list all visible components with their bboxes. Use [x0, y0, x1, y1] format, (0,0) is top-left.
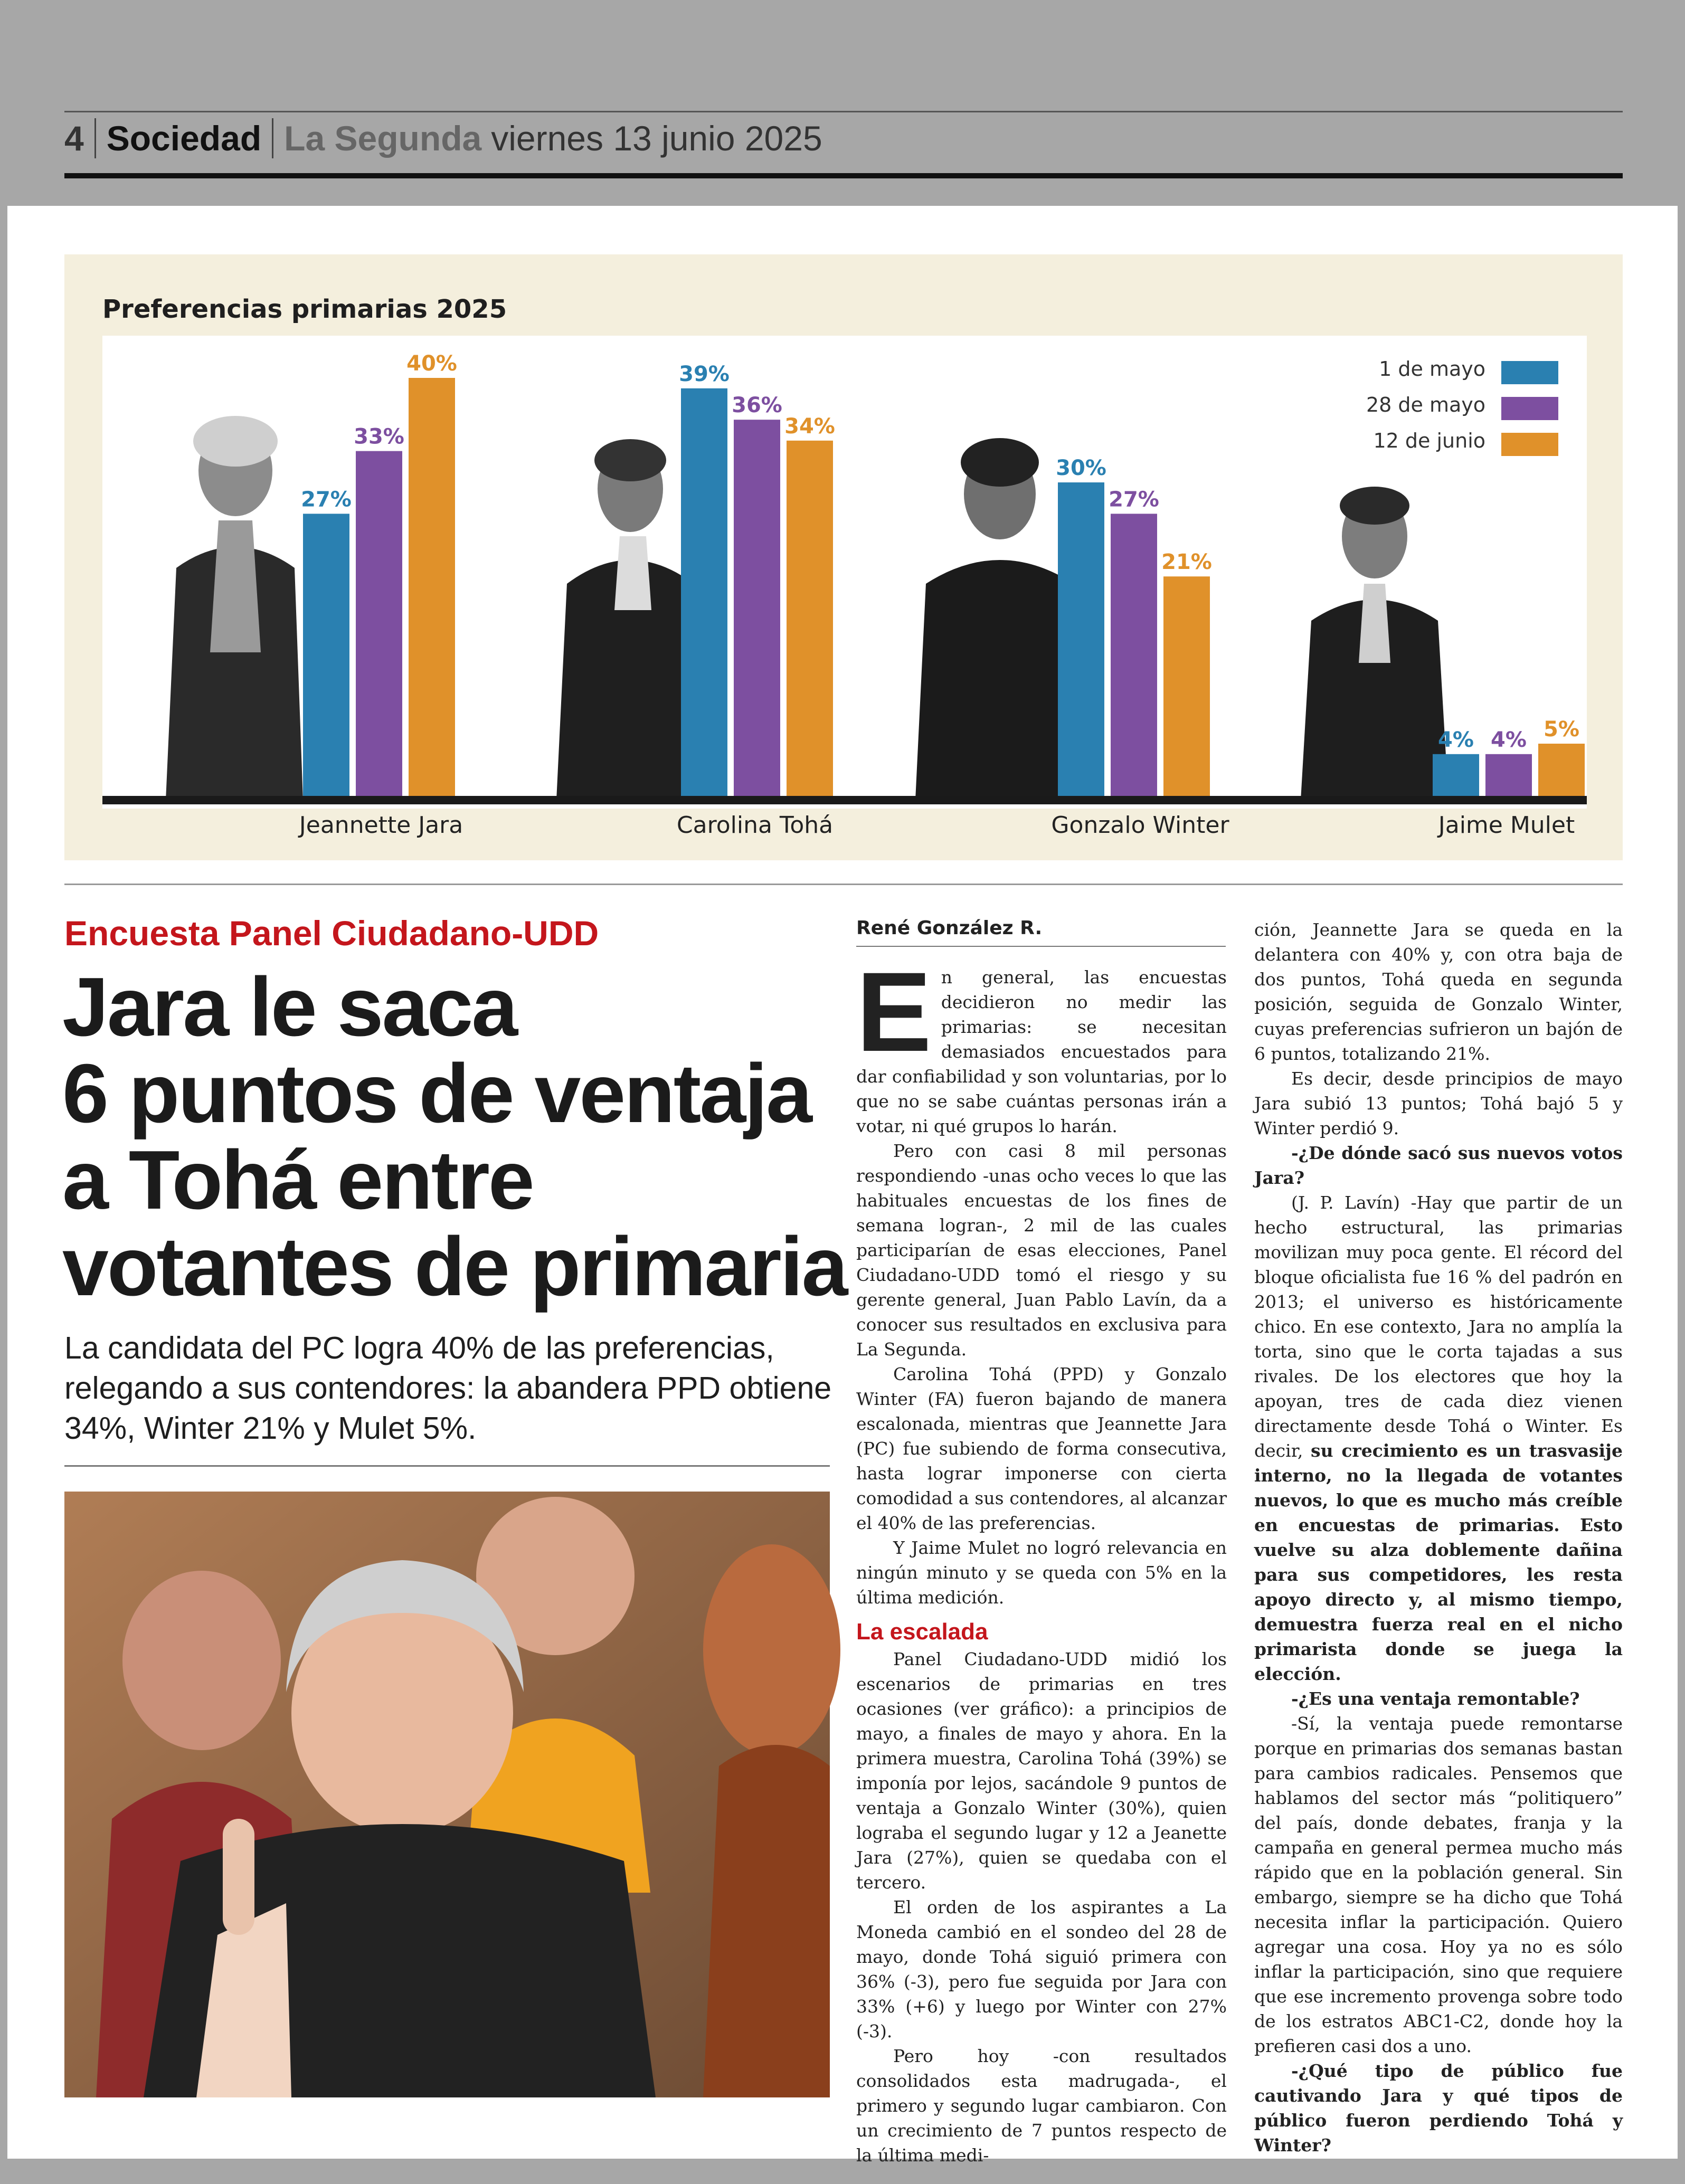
bar-jaime-mulet-1	[1433, 754, 1479, 796]
paragraph: Es decir, desde principios de mayo Jara subió 13 puntos; Tohá bajó 5 y Winter perdió 9.	[1254, 1068, 1623, 1138]
category-label: Carolina Tohá	[676, 812, 834, 839]
paragraph: ción, Jeannette Jara se queda en la delantera con 40% y, con otra baja de dos puntos, Tohá queda en segunda posición, seguida de Gonzalo Winter, cuyas preferencias sufrieron un bajón de 6 puntos, totalizando 21%.	[1254, 919, 1623, 1064]
paragraph-text: (J. P. Lavín) -Hay que partir de un hecho estructural, las primarias movilizan muy poca gente. El récord del bloque oficialista fue 16 % del padrón en 2013; el universo es históricamente chico. En ese contexto, Jara no amplía la torta, sino que le corta tajadas a sus rivales. De los electores que hoy la apoyan, tres de cada diez vienen directamente desde Tohá o Winter. Es decir,	[1254, 1192, 1623, 1461]
headline-line: Jara le saca	[62, 961, 517, 1053]
chart-baseline	[102, 796, 1587, 804]
section-heading: La escalada	[856, 1619, 988, 1645]
bar-value-label: 34%	[784, 414, 835, 439]
bar-carolina-toh--1	[681, 388, 727, 796]
section-divider	[64, 884, 1623, 885]
bar-jaime-mulet-2	[1485, 754, 1532, 796]
paragraph: Panel Ciudadano-UDD midió los escenarios de primarias en tres ocasiones (ver gráfico): a principios de mayo, a finales de mayo y ahora. En la primera muestra, Carolina Tohá (39%) se imponía por lejos, sacándole 9 puntos de ventaja a Gonzalo Winter (30%), quien lograba el segundo lugar y 12 a Jeanette Jara (27%), quien se quedaba con el tercero.	[856, 1649, 1227, 1893]
bar-value-label: 30%	[1056, 456, 1106, 480]
headline	[62, 961, 854, 1313]
paragraph-bold-text: su crecimiento es un trasvasije interno, no la llegada de votantes nuevos, lo que es mucho más creíble en encuestas de primarias. Esto vuelve su alza doblemente dañina para sus competidores, les resta apoyo directo y, al mismo tiempo, demuestra fuerza real en el nicho primarista donde se juega la elección.	[1254, 1440, 1623, 1684]
article-photo	[64, 1492, 830, 2097]
article-column-2	[1254, 917, 1623, 2155]
paragraph: -Sí, la ventaja puede remontarse porque en primarias dos semanas bastan para cambios radicales. Pensemos que hablamos del sector más “politiquero” del país, donde debates, franja y la campaña en general permea mucho más rápido que en la población general. Sin embargo, siempre se ha dicho que Tohá necesita inflar la participación. Quiero agregar una cosa. Hoy ya no es sólo inflar la participación, sino que requiere que ese incremento provenga sobre todo de los estratos ABC1-C2, donde hoy la prefieren casi dos a uno.	[1254, 1713, 1623, 2056]
header-top-rule	[64, 111, 1623, 112]
bar-value-label: 39%	[679, 362, 730, 386]
bar-value-label: 5%	[1544, 717, 1579, 742]
paragraph: Pero hoy -con resultados consolidados esta madrugada-, el primero y segundo lugar cambiaron. Con un crecimiento de 7 puntos respecto de la última medi-	[856, 2046, 1227, 2166]
section-name: Sociedad	[96, 118, 273, 158]
legend-swatch	[1501, 361, 1558, 384]
bar-jeannette-jara-2	[356, 451, 402, 796]
bar-value-label: 27%	[301, 487, 352, 512]
legend-swatch	[1501, 397, 1558, 420]
subhead: La candidata del PC logra 40% de las preferencias, relegando a sus contendores: la abandera PPD obtiene 34%, Winter 21% y Mulet 5%.	[64, 1331, 832, 1446]
page-header	[64, 117, 822, 159]
bar-carolina-toh--2	[734, 420, 780, 796]
bystander-left	[122, 1571, 281, 1750]
interview-question: -¿Qué tipo de público fue cautivando Jara y qué tipos de público fueron perdiendo Tohá y Winter?	[1254, 2060, 1623, 2155]
bar-value-label: 40%	[406, 352, 457, 376]
publication-name: La Segunda	[284, 119, 482, 158]
byline: René González R.	[856, 917, 1043, 939]
bar-value-label: 27%	[1109, 487, 1159, 512]
bar-gonzalo-winter-3	[1163, 576, 1210, 796]
headline-line: a Tohá entre	[62, 1134, 533, 1227]
subhead-rule	[64, 1465, 830, 1467]
kicker: Encuesta Panel Ciudadano-UDD	[64, 914, 599, 953]
bar-jaime-mulet-3	[1538, 744, 1585, 796]
category-label: Jaime Mulet	[1438, 812, 1575, 839]
page-number: 4	[64, 118, 96, 158]
chart-legend	[1366, 357, 1558, 456]
bar-carolina-toh--3	[787, 441, 833, 796]
interview-question: -¿De dónde sacó sus nuevos votos Jara?	[1254, 1143, 1623, 1188]
legend-swatch	[1501, 433, 1558, 456]
legend-label: 28 de mayo	[1366, 393, 1485, 416]
bystander-right	[703, 1544, 840, 1755]
bar-chart	[102, 336, 1587, 839]
headline-line: 6 puntos de ventaja	[62, 1047, 811, 1140]
drop-cap: E	[856, 949, 932, 1075]
bar-gonzalo-winter-2	[1111, 514, 1157, 796]
paragraph-text: n general, las encuestas decidieron no medir las primarias: se necesitan demasiados encuestados para dar confiabilidad y son voluntarias, por lo que no se sabe cuántas personas irán a votar, ni qué grupos lo harán.	[856, 967, 1227, 1136]
category-label: Gonzalo Winter	[1051, 812, 1229, 839]
bar-value-label: 4%	[1438, 727, 1474, 752]
headline-line: votantes de primaria	[62, 1220, 847, 1313]
paragraph: Pero con casi 8 mil personas respondiendo -unas ocho veces lo que las habituales encuestas de los fines de semana logran-, 2 mil de las cuales participarían de esas elecciones, Panel Ciudadano-UDD tomó el riesgo y su gerente general, Juan Pablo Lavín, da a conocer sus resultados en exclusiva para La Segunda.	[856, 1141, 1227, 1360]
header-bottom-rule	[64, 173, 1623, 178]
chart-title: Preferencias primarias 2025	[102, 295, 507, 324]
bar-value-label: 33%	[354, 424, 404, 449]
bar-gonzalo-winter-1	[1058, 482, 1104, 796]
paragraph	[856, 949, 1227, 1138]
issue-date: viernes 13 junio 2025	[491, 119, 822, 158]
interview-question: -¿Es una ventaja remontable?	[1291, 1688, 1580, 1709]
byline-rule	[856, 946, 1226, 947]
bar-value-label: 4%	[1491, 727, 1527, 752]
paragraph: El orden de los aspirantes a La Moneda cambió en el sondeo del 28 de mayo, donde Tohá siguió primera con 36% (-3), pero fue seguida por Jara con 33% (+6) y luego por Winter con 27% (-3).	[856, 1897, 1227, 2041]
bar-value-label: 21%	[1161, 550, 1212, 575]
paragraph: Y Jaime Mulet no logró relevancia en ningún minuto y se queda con 5% en la última medición.	[856, 1537, 1227, 1608]
paragraph: Carolina Tohá (PPD) y Gonzalo Winter (FA) fueron bajando de manera escalonada, mientras que Jeannette Jara (PC) fue subiendo de forma consecutiva, hasta lograr imponerse con cierta comodidad a sus contendores, al alcanzar el 40% de las preferencias.	[856, 1364, 1227, 1533]
article-column-1	[856, 949, 1227, 2166]
paragraph	[1254, 1190, 1623, 1686]
bar-value-label: 36%	[732, 393, 782, 418]
category-label: Jeannette Jara	[299, 812, 463, 839]
legend-label: 12 de junio	[1373, 429, 1485, 452]
bar-jeannette-jara-3	[409, 378, 455, 796]
legend-label: 1 de mayo	[1379, 357, 1485, 381]
bar-jeannette-jara-1	[303, 514, 349, 796]
